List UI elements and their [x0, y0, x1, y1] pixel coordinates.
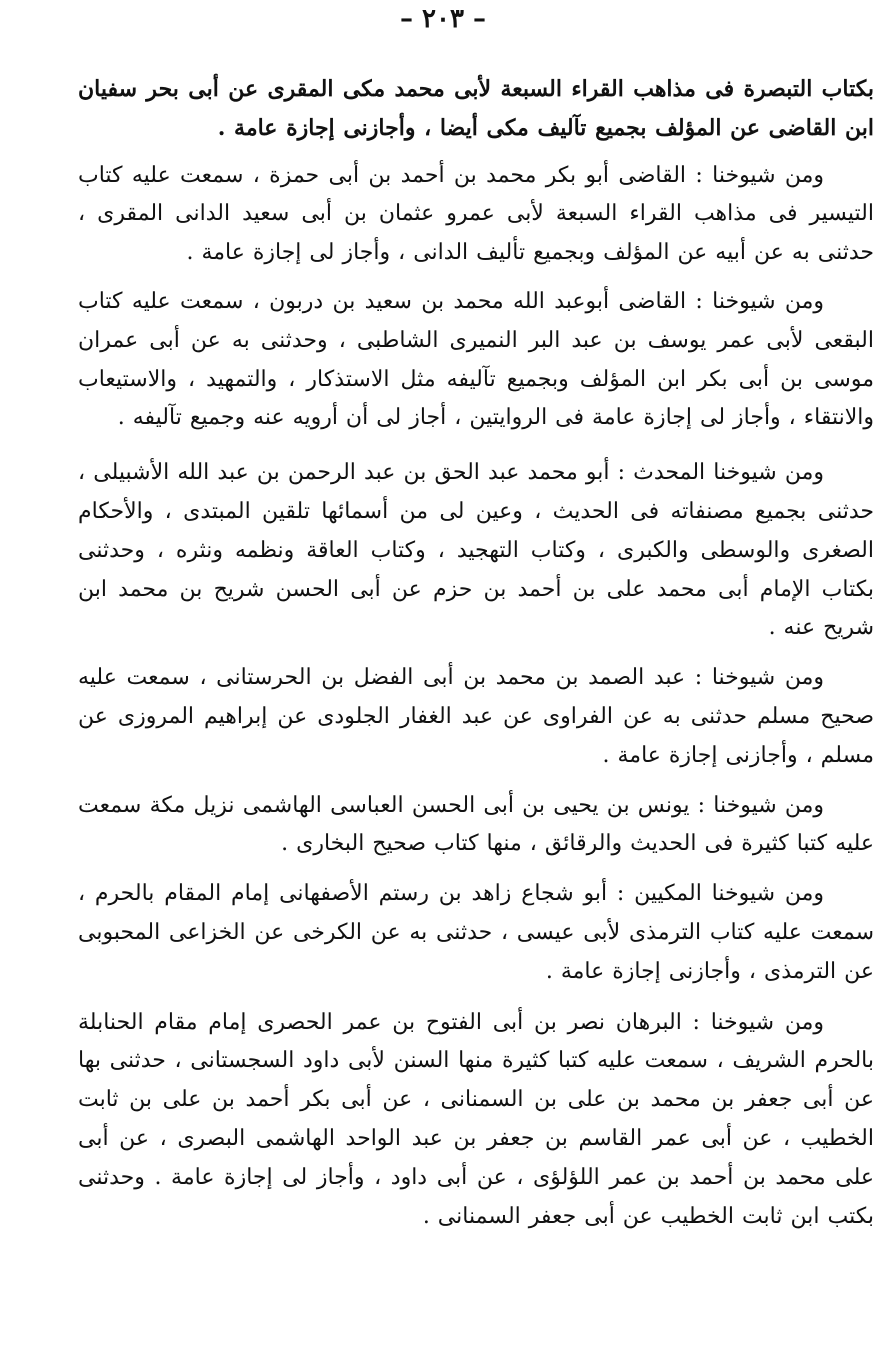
paragraph-ibn-abi-hamza: ومن شيوخنا : القاضى أبو بكر محمد بن أحمد بن أبى حمزة ، سمعت عليه كتاب التيسير فى مذاهب القراء السبعة لأبى عمرو عثمان بن أبى سعيد الدانى المقرى ، حدثنى به عن أبيه عن المؤلف وبجميع تأليف الدانى ، وأجاز لى إجازة عامة .	[78, 162, 874, 266]
paragraph-harastani: ومن شيوخنا : عبد الصمد بن محمد بن أبى الفضل بن الحرستانى ، سمعت عليه صحيح مسلم حدثنى به عن الفراوى عن عبد الغفار الجلودى عن إبراهيم المروزى عن مسلم ، وأجازنى إجازة عامة .	[78, 665, 874, 768]
body-text	[78, 70, 874, 1236]
paragraph-abu-shuja: ومن شيوخنا المكيين : أبو شجاع زاهد بن رستم الأصفهانى إمام المقام بالحرم ، سمعت عليه كتاب الترمذى لأبى عيسى ، حدثنى به عن الكرخى عن الخزاعى المحبوبى عن الترمذى ، وأجازنى إجازة عامة .	[78, 881, 874, 984]
paragraph-al-husri: ومن شيوخنا : البرهان نصر بن أبى الفتوح بن عمر الحصرى إمام مقام الحنابلة بالحرم الشريف ، سمعت عليه كتبا كثيرة منها السنن لأبى داود السجستانى ، حدثنى بها عن أبى جعفر بن محمد بن على بن السمنانى ، عن أبى بكر أحمد بن على بن ثابت الخطيب ، عن أبى عمر القاسم بن جعفر بن عبد الواحد الهاشمى البصرى ، عن أبى على محمد بن أحمد بن عمر اللؤلؤى ، عن أبى داود ، وأجاز لى إجازة عامة . وحدثنى بكتب ابن ثابت الخطيب عن أبى جعفر السمنانى .	[78, 1009, 874, 1229]
paragraph-yunus-ibn-yahya: ومن شيوخنا : يونس بن يحيى بن أبى الحسن العباسى الهاشمى نزيل مكة سمعت عليه كتبا كثيرة فى الحديث والرقائق ، منها كتاب صحيح البخارى .	[78, 792, 874, 857]
page-number: – ٢٠٣ –	[399, 4, 487, 34]
paragraph-abd-al-haqq: ومن شيوخنا المحدث : أبو محمد عبد الحق بن عبد الرحمن بن عبد الله الأشبيلى ، حدثنى بجميع مصنفاته فى الحديث ، وعين لى من أسمائها تلقين المبتدى ، والأحكام الصغرى والوسطى والكبرى ، وكتاب التهجيد ، وكتاب العاقة ونظمه ونثره ، وحدثنى بكتاب الإمام أبى محمد على بن أحمد بن حزم عن أبى الحسن شريح بن محمد ابن شريح عنه .	[78, 460, 874, 641]
paragraph-ibn-darbun: ومن شيوخنا : القاضى أبوعبد الله محمد بن سعيد بن دربون ، سمعت عليه كتاب البقعى لأبى عمر يوسف بن عبد البر النميرى الشاطبى ، وحدثنى به عن أبى عمران موسى بن أبى بكر ابن المؤلف وبجميع تآليفه مثل الاستذكار ، والتمهيد ، والاستيعاب والانتقاء ، وأجاز لى إجازة عامة فى الروايتين ، أجاز لى أن أرويه عنه وجميع تآليفه .	[78, 288, 874, 431]
paragraph-tabsira: بكتاب التبصرة فى مذاهب القراء السبعة لأبى محمد مكى المقرى عن أبى بحر سفيان ابن القاضى عن المؤلف بجميع تآليف مكى أيضا ، وأجازنى إجازة عامة .	[78, 76, 874, 141]
